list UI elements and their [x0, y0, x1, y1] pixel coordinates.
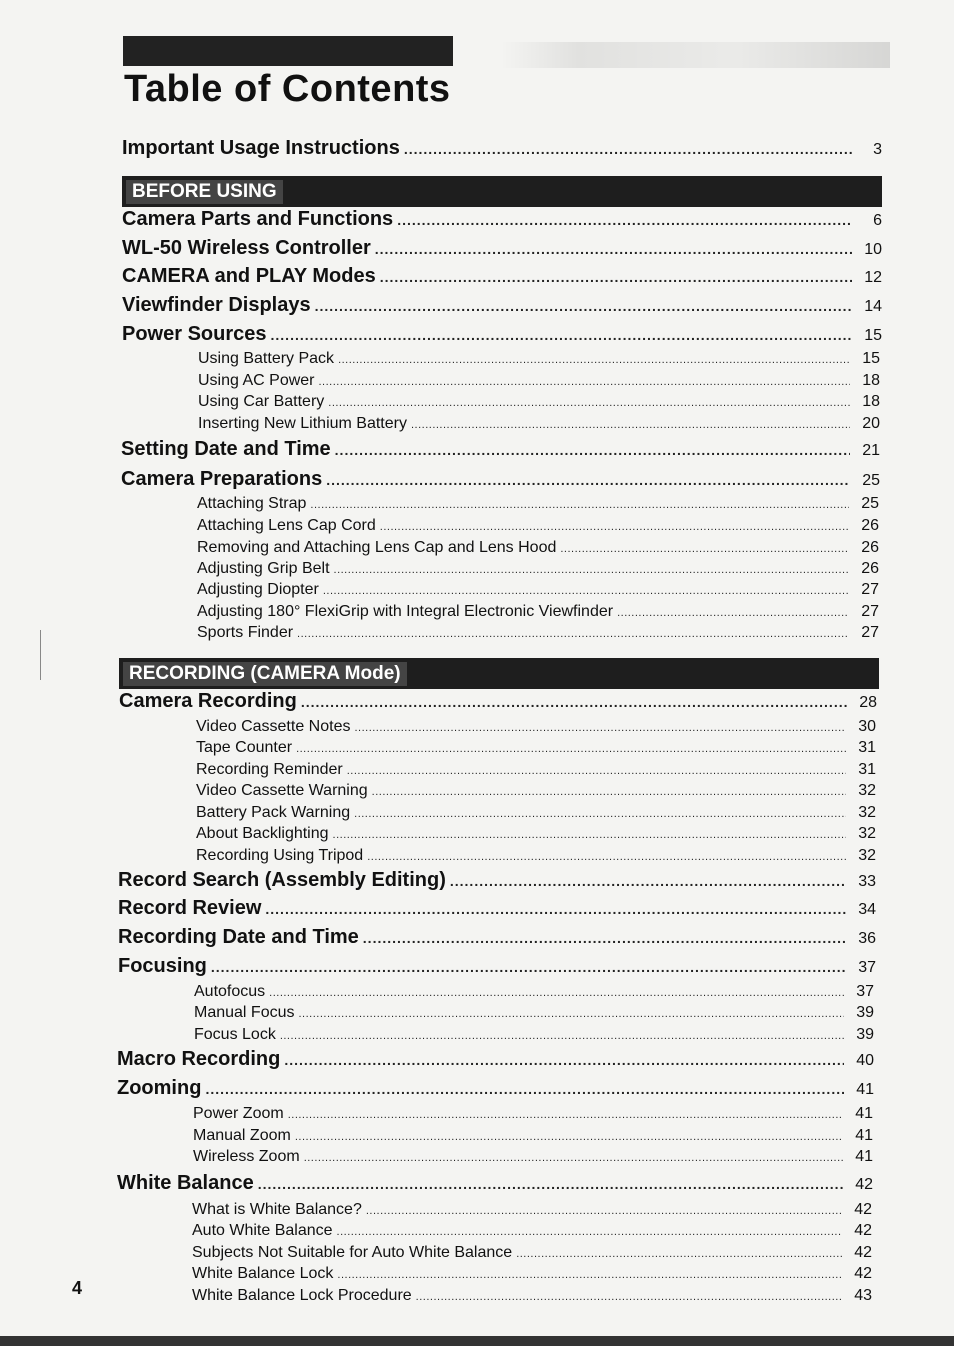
toc-entry-page: 33: [858, 873, 876, 890]
section-header: [119, 658, 879, 689]
toc-entry[interactable]: [119, 690, 877, 713]
dot-leader: [347, 765, 846, 777]
toc-entry[interactable]: [121, 468, 880, 491]
toc-entry-page: 34: [858, 901, 876, 918]
toc-entry[interactable]: [117, 1172, 873, 1195]
dot-leader: [450, 873, 846, 889]
toc-entry-page: 41: [855, 1127, 873, 1144]
toc-entry[interactable]: [117, 1048, 874, 1071]
toc-subentry[interactable]: [197, 495, 879, 513]
toc-entry-page: 37: [858, 959, 876, 976]
toc-subentry[interactable]: [197, 603, 879, 621]
toc-subentry[interactable]: [192, 1244, 872, 1262]
toc-subentry[interactable]: [196, 718, 876, 736]
toc-entry-page: 6: [873, 212, 882, 229]
dot-leader: [380, 521, 849, 533]
dot-leader: [560, 543, 849, 555]
dot-leader: [310, 499, 849, 511]
dot-leader: [363, 930, 846, 946]
toc-entry-label: Manual Zoom: [193, 1127, 291, 1144]
dot-leader: [296, 743, 846, 755]
dot-leader: [323, 585, 849, 597]
dot-leader: [411, 419, 850, 431]
toc-entry-page: 14: [864, 298, 882, 315]
toc-entry-page: 41: [855, 1148, 873, 1165]
toc-entry[interactable]: [122, 137, 882, 160]
toc-entry[interactable]: [122, 208, 882, 231]
dot-leader: [297, 628, 849, 640]
dot-leader: [372, 786, 846, 798]
toc-entry-label: About Backlighting: [196, 825, 329, 842]
dot-leader: [299, 1008, 845, 1020]
toc-entry-label: Autofocus: [194, 983, 266, 1000]
toc-entry-label: Viewfinder Displays: [122, 294, 311, 316]
toc-entry-label: Focusing: [118, 955, 207, 977]
toc-subentry[interactable]: [196, 804, 876, 822]
toc-subentry[interactable]: [198, 415, 880, 433]
dot-leader: [404, 141, 852, 157]
dot-leader: [397, 212, 852, 228]
dot-leader: [380, 269, 852, 285]
toc-entry-label: Subjects Not Suitable for Auto White Balance: [192, 1244, 513, 1261]
section-header-label: RECORDING (CAMERA Mode): [123, 662, 407, 686]
toc-entry-page: 31: [858, 761, 876, 778]
toc-entry-label: Important Usage Instructions: [122, 137, 400, 159]
toc-entry-label: Sports Finder: [197, 624, 294, 641]
toc-entry-page: 10: [864, 241, 882, 258]
dot-leader: [301, 694, 847, 710]
toc-subentry[interactable]: [196, 847, 876, 865]
toc-entry-label: Battery Pack Warning: [196, 804, 351, 821]
toc-entry-label: White Balance Lock: [192, 1265, 334, 1282]
toc-subentry[interactable]: [192, 1201, 872, 1219]
toc-entry-page: 26: [861, 517, 879, 534]
dot-leader: [333, 829, 846, 841]
dot-leader: [284, 1052, 844, 1068]
dot-leader: [335, 442, 850, 458]
toc-entry-label: Power Sources: [122, 323, 267, 345]
dot-leader: [516, 1248, 842, 1260]
toc-entry-label: Camera Preparations: [121, 468, 323, 490]
toc-entry-label: White Balance Lock Procedure: [192, 1287, 412, 1304]
toc-entry-label: Recording Reminder: [196, 761, 343, 778]
toc-entry-label: Power Zoom: [193, 1105, 284, 1122]
toc-entry-label: Focus Lock: [194, 1026, 276, 1043]
toc-entry-label: Video Cassette Notes: [196, 718, 351, 735]
toc-subentry[interactable]: [198, 393, 880, 411]
toc-entry-page: 15: [864, 327, 882, 344]
toc-entry-page: 42: [854, 1201, 872, 1218]
toc-entry-page: 3: [873, 141, 882, 158]
toc-subentry[interactable]: [197, 517, 879, 535]
scan-edge: [0, 1336, 954, 1346]
dot-leader: [367, 851, 846, 863]
dot-leader: [334, 564, 849, 576]
toc-entry-label: Record Review: [118, 897, 262, 919]
toc-entry-page: 40: [856, 1052, 874, 1069]
dot-leader: [280, 1030, 844, 1042]
toc-entry-label: Zooming: [117, 1077, 202, 1099]
toc-entry-label: White Balance: [117, 1172, 254, 1194]
toc-subentry[interactable]: [192, 1265, 872, 1283]
toc-entry-page: 39: [856, 1026, 874, 1043]
toc-entry[interactable]: [121, 438, 880, 461]
toc-subentry[interactable]: [194, 1004, 874, 1022]
toc-entry-page: 32: [858, 782, 876, 799]
toc-entry[interactable]: [122, 237, 882, 260]
toc-subentry[interactable]: [198, 372, 880, 390]
toc-entry-label: CAMERA and PLAY Modes: [122, 265, 376, 287]
toc-entry-page: 39: [856, 1004, 874, 1021]
dot-leader: [295, 1131, 843, 1143]
toc-entry-label: Manual Focus: [194, 1004, 295, 1021]
toc-entry-label: Recording Using Tripod: [196, 847, 364, 864]
toc-entry[interactable]: [118, 869, 876, 892]
dot-leader: [416, 1291, 842, 1303]
toc-subentry[interactable]: [197, 581, 879, 599]
page-number: 4: [72, 1278, 83, 1298]
dot-leader: [338, 354, 850, 366]
toc-entry-label: Video Cassette Warning: [196, 782, 368, 799]
toc-subentry[interactable]: [193, 1105, 873, 1123]
toc-entry-label: Using Car Battery: [198, 393, 325, 410]
toc-entry[interactable]: [117, 1077, 874, 1100]
toc-entry-page: 32: [858, 847, 876, 864]
section-header: [122, 176, 882, 207]
dot-leader: [617, 607, 849, 619]
page-title: Table of Contents: [124, 68, 451, 110]
toc-entry-page: 30: [858, 718, 876, 735]
toc-entry-page: 32: [858, 804, 876, 821]
dot-leader: [375, 241, 852, 257]
toc-entry-page: 27: [861, 581, 879, 598]
toc-entry-label: Inserting New Lithium Battery: [198, 415, 407, 432]
toc-entry-page: 18: [862, 393, 880, 410]
dot-leader: [354, 722, 846, 734]
toc-entry-label: Auto White Balance: [192, 1222, 333, 1239]
toc-entry-label: Adjusting 180° FlexiGrip with Integral Electronic Viewfinder: [197, 603, 614, 620]
toc-entry-label: Record Search (Assembly Editing): [118, 869, 446, 891]
dot-leader: [271, 327, 852, 343]
toc-entry-page: 43: [854, 1287, 872, 1304]
toc-entry-page: 27: [861, 603, 879, 620]
toc-entry-label: WL-50 Wireless Controller: [122, 237, 371, 259]
toc-entry-page: 20: [862, 415, 880, 432]
toc-entry-page: 12: [864, 269, 882, 286]
toc-entry[interactable]: [118, 926, 876, 949]
toc-entry-page: 37: [856, 983, 874, 1000]
toc-entry-page: 18: [862, 372, 880, 389]
toc-entry-page: 42: [854, 1222, 872, 1239]
toc-subentry[interactable]: [197, 560, 879, 578]
dot-leader: [337, 1269, 842, 1281]
scan-mark: [40, 630, 41, 680]
toc-entry-page: 28: [859, 694, 877, 711]
dot-leader: [205, 1081, 844, 1097]
toc-subentry[interactable]: [196, 825, 876, 843]
toc-subentry[interactable]: [192, 1222, 872, 1240]
toc-entry-label: Using Battery Pack: [198, 350, 335, 367]
toc-entry-page: 42: [854, 1244, 872, 1261]
toc-subentry[interactable]: [198, 350, 880, 368]
dot-leader: [326, 472, 850, 488]
toc-entry-label: Attaching Lens Cap Cord: [197, 517, 376, 534]
toc-entry-page: 41: [855, 1105, 873, 1122]
dot-leader: [288, 1109, 843, 1121]
toc-entry[interactable]: [118, 897, 876, 920]
toc-entry-page: 41: [856, 1081, 874, 1098]
toc-entry-page: 21: [862, 442, 880, 459]
dot-leader: [328, 397, 850, 409]
toc-entry-page: 42: [854, 1265, 872, 1282]
dot-leader: [265, 901, 846, 917]
toc-entry-page: 36: [858, 930, 876, 947]
toc-entry-page: 31: [858, 739, 876, 756]
toc-entry-page: 26: [861, 560, 879, 577]
toc-entry-page: 32: [858, 825, 876, 842]
toc-entry[interactable]: [122, 265, 882, 288]
toc-entry-label: Adjusting Grip Belt: [197, 560, 330, 577]
toc-entry-page: 42: [855, 1176, 873, 1193]
toc-subentry[interactable]: [196, 739, 876, 757]
toc-entry-label: What is White Balance?: [192, 1201, 362, 1218]
section-header-label: BEFORE USING: [126, 180, 283, 204]
dot-leader: [269, 987, 844, 999]
toc-entry[interactable]: [122, 323, 882, 346]
toc-subentry[interactable]: [197, 624, 879, 642]
toc-entry-label: Camera Recording: [119, 690, 297, 712]
dot-leader: [366, 1205, 842, 1217]
toc-subentry[interactable]: [192, 1287, 872, 1305]
toc-entry-label: Camera Parts and Functions: [122, 208, 394, 230]
toc-entry-page: 25: [861, 495, 879, 512]
toc-subentry[interactable]: [194, 1026, 874, 1044]
dot-leader: [211, 959, 846, 975]
toc-entry-page: 27: [861, 624, 879, 641]
dot-leader: [354, 808, 846, 820]
dot-leader: [304, 1152, 843, 1164]
toc-entry[interactable]: [122, 294, 882, 317]
toc-entry-label: Recording Date and Time: [118, 926, 359, 948]
toc-subentry[interactable]: [193, 1127, 873, 1145]
toc-entry[interactable]: [118, 955, 876, 978]
toc-entry-label: Setting Date and Time: [121, 438, 331, 460]
toc-entry-label: Removing and Attaching Lens Cap and Lens Hood: [197, 539, 557, 556]
dot-leader: [319, 376, 851, 388]
toc-subentry[interactable]: [197, 539, 879, 557]
toc-subentry[interactable]: [194, 983, 874, 1001]
toc-entry-page: 25: [862, 472, 880, 489]
toc-entry-label: Using AC Power: [198, 372, 315, 389]
toc-subentry[interactable]: [193, 1148, 873, 1166]
toc-entry-page: 26: [861, 539, 879, 556]
toc-entry-label: Macro Recording: [117, 1048, 281, 1070]
dot-leader: [337, 1226, 842, 1238]
toc-entry-label: Wireless Zoom: [193, 1148, 300, 1165]
toc-subentry[interactable]: [196, 761, 876, 779]
toc-entry-label: Attaching Strap: [197, 495, 307, 512]
toc-entry-label: Tape Counter: [196, 739, 293, 756]
toc-entry-label: Adjusting Diopter: [197, 581, 319, 598]
toc-subentry[interactable]: [196, 782, 876, 800]
dot-leader: [258, 1176, 843, 1192]
dot-leader: [315, 298, 852, 314]
toc-entry-page: 15: [862, 350, 880, 367]
